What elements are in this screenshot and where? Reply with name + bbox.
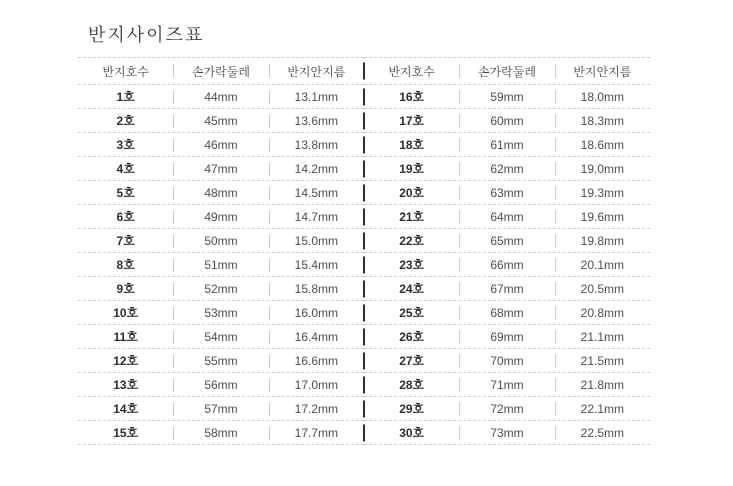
ring-size-number-cell: 25호 [364, 301, 459, 324]
table-row [364, 205, 650, 229]
page-title: 반지사이즈표 [88, 25, 205, 45]
finger-circumference-cell: 65mm [459, 229, 554, 252]
column-header-ring-size-number: 반지호수 [364, 58, 459, 84]
table-row [78, 85, 364, 109]
finger-circumference-cell: 56mm [173, 373, 268, 396]
ring-size-number-cell: 4호 [116, 162, 135, 176]
ring-inner-diameter-cell: 21.5mm [555, 349, 650, 372]
finger-circumference-cell: 53mm [173, 301, 268, 324]
ring-size-number-cell: 26호 [364, 325, 459, 348]
table-row [78, 277, 364, 301]
table-row [364, 325, 650, 349]
ring-size-number-cell: 19호 [364, 157, 459, 180]
finger-circumference-cell: 48mm [173, 181, 268, 204]
finger-circumference-cell: 61mm [459, 133, 554, 156]
finger-circumference-cell: 59mm [459, 85, 554, 108]
ring-inner-diameter-cell: 19.3mm [555, 181, 650, 204]
ring-inner-diameter-cell: 19.0mm [555, 157, 650, 180]
column-header-ring-inner-diameter: 반지안지름 [555, 58, 650, 84]
column-header-ring-size-number: 반지호수 [102, 64, 149, 79]
ring-inner-diameter-cell: 15.4mm [269, 253, 364, 276]
ring-size-number-cell: 18호 [364, 133, 459, 156]
table-row [78, 181, 364, 205]
finger-circumference-cell: 71mm [459, 373, 554, 396]
ring-size-number-cell: 3호 [116, 138, 135, 152]
table-row [78, 253, 364, 277]
finger-circumference-cell: 64mm [459, 205, 554, 228]
ring-size-number-cell: 30호 [364, 421, 459, 444]
table-row [78, 229, 364, 253]
ring-size-number-cell: 2호 [116, 114, 135, 128]
ring-inner-diameter-cell: 22.1mm [555, 397, 650, 420]
ring-inner-diameter-cell: 19.8mm [555, 229, 650, 252]
table-row [78, 421, 364, 445]
ring-inner-diameter-cell: 13.8mm [269, 133, 364, 156]
table-row [78, 133, 364, 157]
table-half-right [364, 57, 650, 445]
finger-circumference-cell: 72mm [459, 397, 554, 420]
ring-inner-diameter-cell: 21.8mm [555, 373, 650, 396]
table-row [364, 133, 650, 157]
table-row [364, 85, 650, 109]
table-row [364, 421, 650, 445]
ring-inner-diameter-cell: 18.6mm [555, 133, 650, 156]
ring-size-number-cell: 24호 [364, 277, 459, 300]
table-row [364, 373, 650, 397]
ring-size-number-cell: 17호 [364, 109, 459, 132]
finger-circumference-cell: 70mm [459, 349, 554, 372]
ring-size-number-cell: 27호 [364, 349, 459, 372]
finger-circumference-cell: 62mm [459, 157, 554, 180]
ring-inner-diameter-cell: 21.1mm [555, 325, 650, 348]
table-row [364, 229, 650, 253]
ring-size-number-cell: 6호 [116, 210, 135, 224]
column-header-ring-inner-diameter: 반지안지름 [269, 58, 364, 84]
ring-inner-diameter-cell: 16.0mm [269, 301, 364, 324]
table-row [78, 349, 364, 373]
finger-circumference-cell: 51mm [173, 253, 268, 276]
ring-inner-diameter-cell: 15.0mm [269, 229, 364, 252]
ring-inner-diameter-cell: 17.2mm [269, 397, 364, 420]
ring-size-number-cell: 20호 [364, 181, 459, 204]
table-row [364, 181, 650, 205]
table-row [78, 325, 364, 349]
finger-circumference-cell: 63mm [459, 181, 554, 204]
ring-size-number-cell: 15호 [113, 426, 139, 440]
finger-circumference-cell: 66mm [459, 253, 554, 276]
ring-size-number-cell: 10호 [113, 306, 139, 320]
ring-size-number-cell: 7호 [116, 234, 135, 248]
table-row [78, 301, 364, 325]
ring-size-number-cell: 14호 [113, 402, 139, 416]
table-half-left [78, 57, 364, 445]
ring-size-number-cell: 29호 [364, 397, 459, 420]
finger-circumference-cell: 47mm [173, 157, 268, 180]
ring-inner-diameter-cell: 14.7mm [269, 205, 364, 228]
table-row [78, 397, 364, 421]
ring-size-number-cell: 28호 [364, 373, 459, 396]
ring-inner-diameter-cell: 14.2mm [269, 157, 364, 180]
ring-size-number-cell: 1호 [116, 90, 135, 104]
ring-inner-diameter-cell: 20.8mm [555, 301, 650, 324]
table-row [364, 253, 650, 277]
ring-inner-diameter-cell: 18.3mm [555, 109, 650, 132]
ring-inner-diameter-cell: 22.5mm [555, 421, 650, 444]
ring-inner-diameter-cell: 13.1mm [269, 85, 364, 108]
finger-circumference-cell: 68mm [459, 301, 554, 324]
ring-size-number-cell: 9호 [116, 282, 135, 296]
ring-inner-diameter-cell: 14.5mm [269, 181, 364, 204]
table-row [364, 349, 650, 373]
table-row [78, 109, 364, 133]
ring-size-table [78, 57, 650, 445]
table-row [78, 157, 364, 181]
table-row [364, 301, 650, 325]
ring-size-number-cell: 13호 [113, 378, 139, 392]
ring-inner-diameter-cell: 13.6mm [269, 109, 364, 132]
finger-circumference-cell: 67mm [459, 277, 554, 300]
finger-circumference-cell: 54mm [173, 325, 268, 348]
ring-inner-diameter-cell: 18.0mm [555, 85, 650, 108]
finger-circumference-cell: 58mm [173, 421, 268, 444]
table-row [78, 373, 364, 397]
ring-size-number-cell: 16호 [364, 85, 459, 108]
finger-circumference-cell: 52mm [173, 277, 268, 300]
ring-size-number-cell: 5호 [116, 186, 135, 200]
table-row [78, 205, 364, 229]
finger-circumference-cell: 49mm [173, 205, 268, 228]
ring-size-number-cell: 23호 [364, 253, 459, 276]
finger-circumference-cell: 55mm [173, 349, 268, 372]
table-header-row [78, 58, 364, 85]
ring-inner-diameter-cell: 19.6mm [555, 205, 650, 228]
finger-circumference-cell: 73mm [459, 421, 554, 444]
table-row [364, 397, 650, 421]
column-header-finger-circumference: 손가락둘레 [459, 58, 554, 84]
finger-circumference-cell: 46mm [173, 133, 268, 156]
finger-circumference-cell: 69mm [459, 325, 554, 348]
table-row [364, 157, 650, 181]
ring-inner-diameter-cell: 15.8mm [269, 277, 364, 300]
ring-size-number-cell: 11호 [113, 330, 138, 344]
ring-size-number-cell: 8호 [116, 258, 135, 272]
ring-inner-diameter-cell: 20.1mm [555, 253, 650, 276]
ring-size-number-cell: 12호 [113, 354, 139, 368]
ring-size-number-cell: 21호 [364, 205, 459, 228]
ring-size-number-cell: 22호 [364, 229, 459, 252]
table-row [364, 109, 650, 133]
ring-inner-diameter-cell: 17.7mm [269, 421, 364, 444]
finger-circumference-cell: 57mm [173, 397, 268, 420]
ring-inner-diameter-cell: 17.0mm [269, 373, 364, 396]
ring-inner-diameter-cell: 16.4mm [269, 325, 364, 348]
finger-circumference-cell: 44mm [173, 85, 268, 108]
finger-circumference-cell: 50mm [173, 229, 268, 252]
ring-inner-diameter-cell: 20.5mm [555, 277, 650, 300]
table-header-row [364, 58, 650, 85]
column-header-finger-circumference: 손가락둘레 [173, 58, 268, 84]
ring-inner-diameter-cell: 16.6mm [269, 349, 364, 372]
finger-circumference-cell: 45mm [173, 109, 268, 132]
table-row [364, 277, 650, 301]
finger-circumference-cell: 60mm [459, 109, 554, 132]
